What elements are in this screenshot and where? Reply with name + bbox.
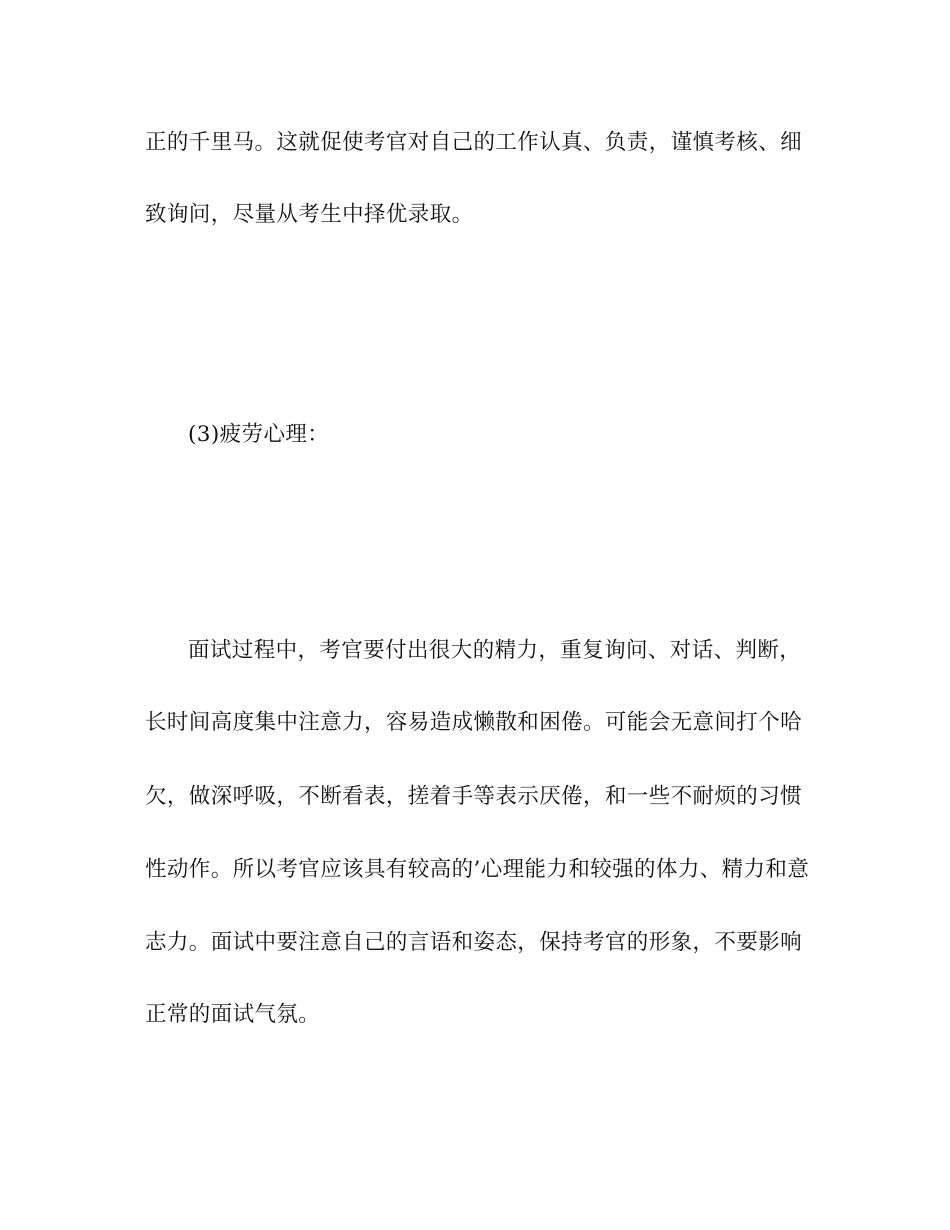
paragraph-2-line-1: 面试过程中，考官要付出很大的精力，重复询问、对话、判断， [188, 638, 802, 663]
section-heading: (3)疲劳心理： [188, 422, 330, 447]
paragraph-2-line-4: 性动作。所以考官应该具有较高的’心理能力和较强的体力、精力和意 [145, 857, 810, 882]
paragraph-2-line-6: 正常的面试气氛。 [145, 1002, 321, 1027]
paragraph-2-line-3: 欠，做深呼吸，不断看表，搓着手等表示厌倦，和一些不耐烦的习惯 [145, 784, 803, 809]
paragraph-1-line-2: 致询问，尽量从考生中择优录取。 [145, 202, 474, 227]
paragraph-2-line-2: 长时间高度集中注意力，容易造成懒散和困倦。可能会无意间打个哈 [145, 710, 803, 735]
paragraph-1-line-1: 正的千里马。这就促使考官对自己的工作认真、负责，谨慎考核、细 [145, 130, 803, 155]
paragraph-2-line-5: 志力。面试中要注意自己的言语和姿态，保持考官的形象，不要影响 [145, 930, 803, 955]
